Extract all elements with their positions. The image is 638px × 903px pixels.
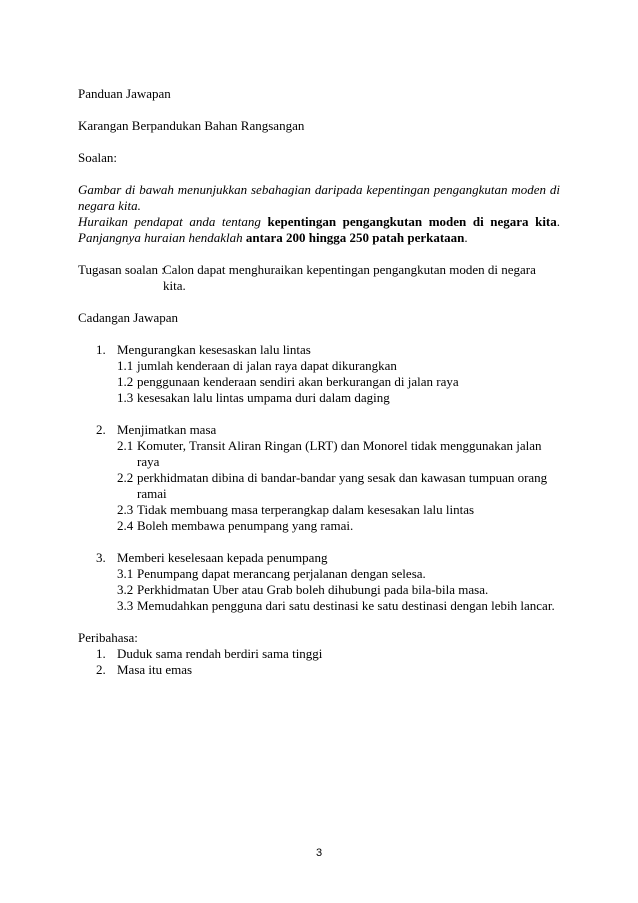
sub-1-2-text: penggunaan kenderaan sendiri akan berkurangan di jalan raya <box>137 374 459 389</box>
question-line-4-italic: Panjangnya huraian hendaklah <box>78 230 243 245</box>
sub-2-2-text: perkhidmatan dibina di bandar-bandar yang sesak dan kawasan tumpuan orang <box>137 470 548 485</box>
question-line-4-bold: antara 200 hingga 250 patah perkataan <box>245 230 465 245</box>
sub-1-1-text: jumlah kenderaan di jalan raya dapat dikurangkan <box>137 358 397 373</box>
point-1-title: Mengurangkan kesesaskan lalu lintas <box>117 342 311 357</box>
soalan-label: Soalan: <box>78 150 117 165</box>
peribahasa-1-number: 1. <box>96 646 106 661</box>
sub-3-2-number: 3.2 <box>117 582 134 597</box>
task-label: Tugasan soalan : <box>78 262 165 277</box>
sub-1-2-number: 1.2 <box>117 374 134 389</box>
sub-3-2-text: Perkhidmatan Uber atau Grab boleh dihubungi pada bila-bila masa. <box>137 582 489 597</box>
sub-3-1-text: Penumpang dapat merancang perjalanan dengan selesa. <box>137 566 426 581</box>
peribahasa-1-text: Duduk sama rendah berdiri sama tinggi <box>117 646 323 661</box>
cadangan-label: Cadangan Jawapan <box>78 310 178 325</box>
peribahasa-2-text: Masa itu emas <box>117 662 193 677</box>
question-line-3-end: . <box>556 214 561 229</box>
sub-3-1-number: 3.1 <box>117 566 134 581</box>
question-line-1: Gambar di bawah menunjukkan sebahagian daripada kepentingan pengangkutan moden di <box>78 182 560 197</box>
point-3-number: 3. <box>96 550 106 565</box>
question-line-3 <box>78 214 560 230</box>
heading: Panduan Jawapan <box>78 86 171 101</box>
question-line-4-end: . <box>464 230 468 245</box>
subheading: Karangan Berpandukan Bahan Rangsangan <box>78 118 305 133</box>
sub-2-4-number: 2.4 <box>117 518 134 533</box>
sub-3-3-number: 3.3 <box>117 598 134 613</box>
sub-3-3-text: Memudahkan pengguna dari satu destinasi ke satu destinasi dengan lebih lancar. <box>137 598 555 613</box>
question-line-2: negara kita. <box>78 198 141 213</box>
sub-1-1-number: 1.1 <box>117 358 134 373</box>
sub-2-2-number: 2.2 <box>117 470 134 485</box>
point-1-number: 1. <box>96 342 106 357</box>
page-number: 3 <box>315 847 323 859</box>
sub-1-3-text: kesesakan lalu lintas umpama duri dalam daging <box>137 390 390 405</box>
sub-2-1-continuation: raya <box>137 454 160 469</box>
sub-1-3-number: 1.3 <box>117 390 134 405</box>
sub-2-3-number: 2.3 <box>117 502 134 517</box>
sub-2-1-text: Komuter, Transit Aliran Ringan (LRT) dan Monorel tidak menggunakan jalan <box>137 438 542 453</box>
sub-2-2-continuation: ramai <box>137 486 167 501</box>
question-line-3-bold: kepentingan pengangkutan moden di negara kita <box>267 214 557 229</box>
sub-2-1-number: 2.1 <box>117 438 134 453</box>
question-line-4 <box>78 230 468 246</box>
peribahasa-2-number: 2. <box>96 662 106 677</box>
sub-2-3-text: Tidak membuang masa terperangkap dalam kesesakan lalu lintas <box>137 502 475 517</box>
point-2-title: Menjimatkan masa <box>117 422 217 437</box>
point-2-number: 2. <box>96 422 106 437</box>
point-3-title: Memberi keselesaan kepada penumpang <box>117 550 328 565</box>
task-line-1: Calon dapat menghuraikan kepentingan pengangkutan moden di negara <box>163 262 536 277</box>
sub-2-4-text: Boleh membawa penumpang yang ramai. <box>137 518 354 533</box>
peribahasa-label: Peribahasa: <box>78 630 138 645</box>
question-line-3-italic: Huraikan pendapat anda tentang <box>78 214 261 229</box>
task-line-2: kita. <box>163 278 186 293</box>
